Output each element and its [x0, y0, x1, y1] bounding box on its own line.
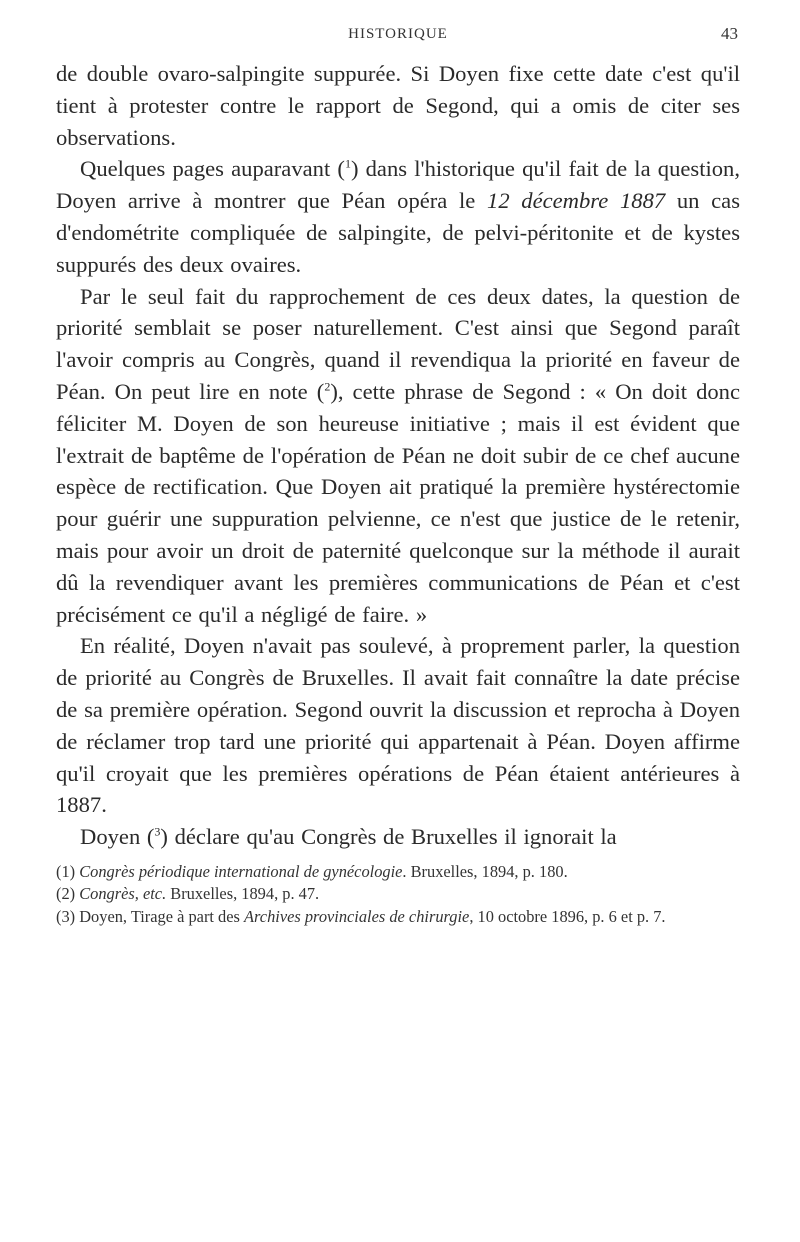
- text-run: Quelques pages auparavant (: [80, 156, 345, 182]
- text-run: ) dans l'historique qu'il fait de la question, Doyen arrive à montrer que Péan opéra le: [56, 156, 740, 214]
- footnotes: [56, 861, 740, 929]
- page-header: [56, 22, 740, 50]
- text-run: Par le seul fait du rapprochement de ces deux dates, la question de priorité semblait se poser naturellement. C'est ainsi que Segond paraît l'avoir compris au Congrès, quand il revendiqua la priorité en faveur de Péan. On peut lire en note (: [56, 283, 740, 404]
- paragraph-p1: [56, 58, 740, 153]
- paragraph-p2: [56, 153, 740, 280]
- text-run: de double ovaro-salpingite suppurée. Si Doyen fixe cette date c'est qu'il tient à protester contre le rapport de Segond, qui a omis de citer ses observations.: [56, 61, 740, 150]
- footnote-3: [56, 906, 740, 929]
- text-run: un cas d'endométrite compliquée de salpingite, de pelvi-péritonite et de kystes suppurés des deux ovaires.: [56, 188, 740, 277]
- text-run: Doyen (: [80, 824, 155, 850]
- body-text: [56, 58, 740, 853]
- text-run: Bruxelles, 1894, p. 47.: [166, 884, 320, 904]
- text-run: ) déclare qu'au Congrès de Bruxelles il ignorait la: [160, 824, 617, 850]
- running-title: HISTORIQUE: [348, 26, 448, 42]
- footnote-number: (1): [56, 861, 80, 881]
- footnote-ref[interactable]: 1: [344, 156, 351, 171]
- italic-text: Congrès, etc.: [79, 884, 167, 904]
- book-page: [56, 22, 740, 928]
- italic-text: 12 décembre 1887: [487, 188, 666, 214]
- footnote-number: (3): [56, 906, 80, 926]
- text-run: En réalité, Doyen n'avait pas soulevé, à proprement parler, la question de priorité au Congrès de Bruxelles. Il avait fait connaître la date précise de sa première opération. Segond ouvrit la discussion et reprocha à Doyen de réclamer trop tard une priorité qui appartenait à Péan. Doyen affirme qu'il croyait que les premières opérations de Péan étaient antérieures à 1887.: [56, 633, 740, 818]
- paragraph-p3: [56, 281, 740, 631]
- italic-text: Congrès périodique international de gynécologie: [79, 861, 403, 881]
- text-run: ), cette phrase de Segond : « On doit donc féliciter M. Doyen de son heureuse initiative ; mais il est évident que l'extrait de baptême de l'opération de Péan ne doit subir de ce chef aucune espèce de rectification. Que Doyen ait pratiqué la première hystérectomie pour guérir une suppuration pelvienne, ce n'est que justice de le retenir, mais pour avoir un droit de paternité quelconque sur la méthode il aurait dû la revendiquer avant les premières communications de Péan et c'est précisément ce qu'il a négligé de faire. »: [56, 378, 740, 627]
- footnote-2: [56, 883, 740, 906]
- text-run: , 10 octobre 1896, p. 6 et p. 7.: [469, 906, 666, 926]
- footnote-1: [56, 861, 740, 884]
- footnote-ref[interactable]: 3: [154, 824, 161, 839]
- paragraph-p4: [56, 630, 740, 821]
- footnote-ref[interactable]: 2: [324, 379, 331, 394]
- page-number: 43: [721, 24, 738, 43]
- text-run: Doyen, Tirage à part des: [79, 906, 245, 926]
- paragraph-p5: [56, 821, 740, 853]
- footnote-number: (2): [56, 884, 80, 904]
- italic-text: Archives provinciales de chirurgie: [244, 906, 470, 926]
- text-run: . Bruxelles, 1894, p. 180.: [402, 861, 568, 881]
